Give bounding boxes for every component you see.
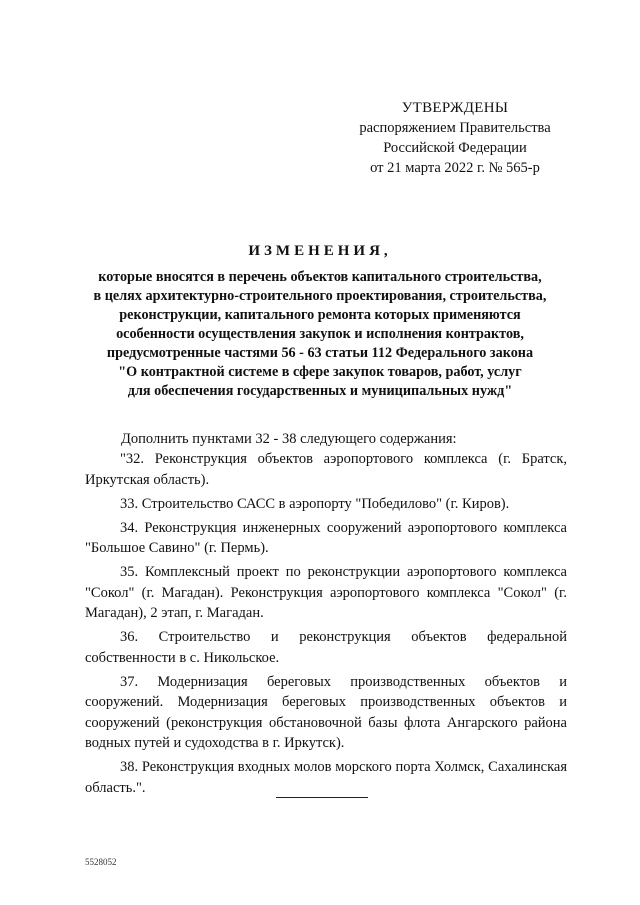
document-subtitle — [70, 268, 570, 401]
subtitle-line: предусмотренные частями 56 - 63 статьи 112 Федерального закона — [106, 345, 534, 361]
subtitle-line: реконструкции, капитального ремонта которых применяются — [119, 307, 521, 323]
list-item-32: "32. Реконструкция объектов аэропортового комплекса (г. Братск, Иркутская область). — [85, 451, 567, 488]
subtitle-line: в целях архитектурно-строительного проектирования, строительства, — [93, 288, 547, 304]
subtitle-line: "О контрактной системе в сфере закупок товаров, работ, услуг — [118, 364, 522, 380]
document-heading: ИЗМЕНЕНИЯ, — [248, 243, 392, 259]
list-item-33: 33. Строительство САСС в аэропорту "Победилово" (г. Киров). — [120, 495, 510, 512]
approval-block — [330, 98, 580, 178]
approval-line-3: от 21 марта 2022 г. № 565-р — [370, 160, 540, 176]
approval-line-2: Российской Федерации — [383, 140, 527, 156]
approval-title: УТВЕРЖДЕНЫ — [401, 100, 509, 116]
document-number: 5528052 — [85, 857, 117, 867]
list-item-37: 37. Модернизация береговых производственных объектов и сооружений. Модернизация береговых производственных объектов и сооружений (реконструкция обстановочной базы флота Ангарского района водных путей и судоходства в г. Иркутск). — [85, 673, 567, 751]
approval-line-1: распоряжением Правительства — [359, 120, 551, 136]
subtitle-line: для обеспечения государственных и муниципальных нужд" — [127, 383, 513, 399]
subtitle-line: которые вносятся в перечень объектов капитального строительства, — [98, 269, 542, 285]
intro-paragraph: Дополнить пунктами 32 - 38 следующего содержания: — [121, 431, 457, 447]
list-item-34: 34. Реконструкция инженерных сооружений аэропортового комплекса "Большое Савино" (г. Пермь). — [85, 519, 567, 556]
items-list — [85, 449, 567, 802]
list-item-36: 36. Строительство и реконструкция объектов федеральной собственности в с. Никольское. — [85, 629, 567, 666]
closing-divider — [276, 797, 368, 798]
list-item-35: 35. Комплексный проект по реконструкции аэропортового комплекса "Сокол" (г. Магадан). Реконструкция аэропортового комплекса "Сокол" (г. Магадан), 2 этап, г. Магадан. — [85, 564, 567, 621]
subtitle-line: особенности осуществления закупок и исполнения контрактов, — [116, 326, 524, 342]
list-item-38: 38. Реконструкция входных молов морского порта Холмск, Сахалинская область.". — [85, 759, 567, 796]
